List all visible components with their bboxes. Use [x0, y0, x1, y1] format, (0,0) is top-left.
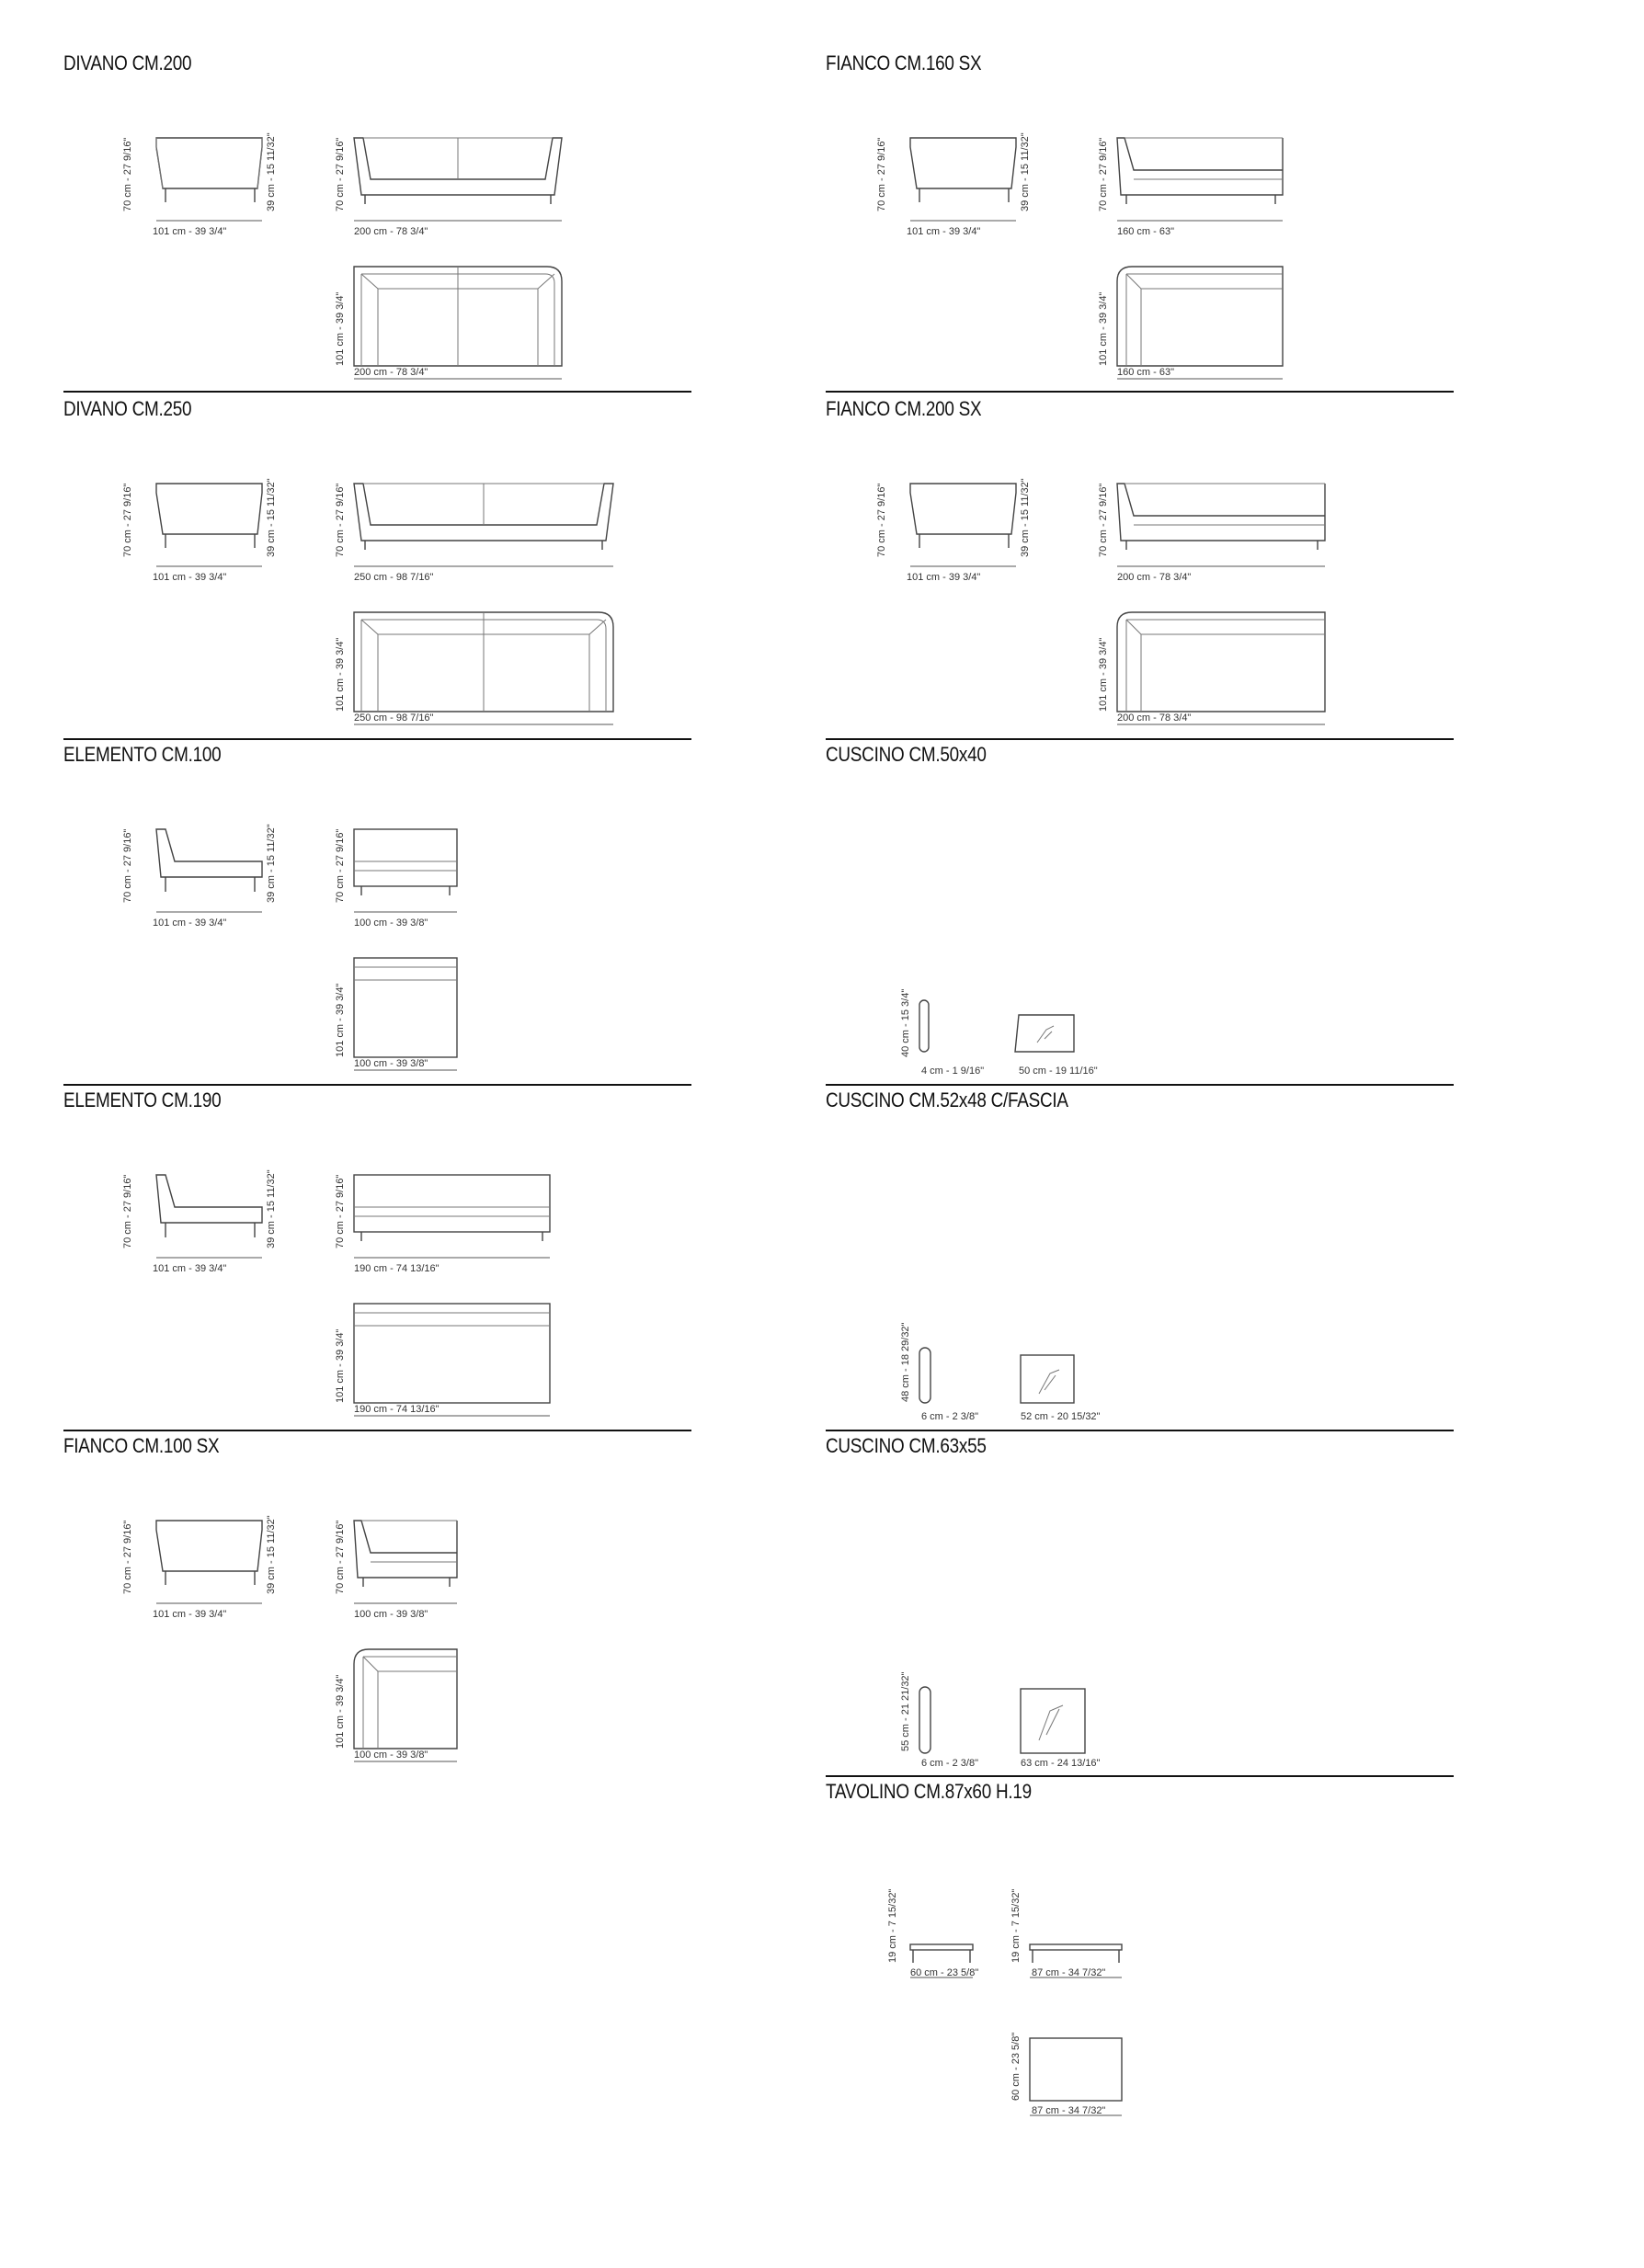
dim-height: 70 cm - 27 9/16"	[1098, 137, 1109, 211]
dim-height: 19 cm - 7 15/32"	[887, 1888, 898, 1963]
section-divider	[63, 1084, 691, 1086]
sofa-drawing-elemento-190	[120, 1166, 579, 1432]
dim-side: 60 cm - 23 5/8"	[910, 1967, 979, 1978]
sofa-drawing-elemento-100	[120, 820, 506, 1087]
table-drawing-tavolino	[883, 1889, 1159, 2128]
side-view	[122, 132, 277, 237]
dim-height: 70 cm - 27 9/16"	[876, 483, 887, 557]
dim-depth: 101 cm - 39 3/4"	[335, 1328, 346, 1403]
dim-plan: 100 cm - 39 3/8"	[354, 1058, 428, 1069]
dim-thickness: 4 cm - 1 9/16"	[921, 1066, 985, 1077]
plan-view	[1098, 612, 1325, 724]
dim-seat: 39 cm - 15 11/32"	[1020, 132, 1031, 211]
dim-seat: 39 cm - 15 11/32"	[266, 824, 277, 903]
dim-seat: 39 cm - 15 11/32"	[266, 132, 277, 211]
section-divider	[826, 738, 1454, 740]
plan-view	[1010, 2033, 1122, 2116]
dim-front: 190 cm - 74 13/16"	[354, 1263, 440, 1274]
dim-height: 70 cm - 27 9/16"	[122, 137, 133, 211]
dim-front: 250 cm - 98 7/16"	[354, 572, 434, 583]
cushion-side	[919, 1687, 930, 1753]
section-title: FIANCO CM.100 SX	[63, 1434, 220, 1457]
dim-front: 200 cm - 78 3/4"	[354, 226, 428, 237]
plan-view	[1098, 267, 1283, 379]
sofa-drawing-fianco-100	[120, 1511, 506, 1778]
dim-side: 101 cm - 39 3/4"	[153, 1609, 227, 1620]
dim-plan: 87 cm - 34 7/32"	[1032, 2105, 1106, 2116]
cushion-drawing-63x55	[883, 1650, 1159, 1774]
dim-thickness: 6 cm - 2 3/8"	[921, 1411, 978, 1422]
sofa-drawing-fianco-200	[873, 474, 1352, 741]
dim-side: 101 cm - 39 3/4"	[153, 917, 227, 929]
section-divider	[63, 738, 691, 740]
section-title: ELEMENTO CM.100	[63, 743, 222, 766]
dim-front: 100 cm - 39 3/8"	[354, 917, 428, 929]
dim-seat: 39 cm - 15 11/32"	[1020, 478, 1031, 557]
dim-front: 160 cm - 63"	[1117, 226, 1174, 237]
side-view	[876, 132, 1031, 237]
dim-depth: 101 cm - 39 3/4"	[1098, 291, 1109, 366]
dim-height: 48 cm - 18 29/32"	[900, 1322, 911, 1402]
front-view	[1098, 484, 1325, 583]
section-divider	[63, 1430, 691, 1431]
dim-height: 70 cm - 27 9/16"	[335, 1174, 346, 1248]
dim-height: 70 cm - 27 9/16"	[122, 828, 133, 903]
dim-plan: 200 cm - 78 3/4"	[1117, 712, 1192, 724]
dim-height: 19 cm - 7 15/32"	[1010, 1888, 1022, 1963]
dim-height: 70 cm - 27 9/16"	[335, 137, 346, 211]
section-title: CUSCINO CM.50x40	[826, 743, 987, 766]
front-view	[1010, 1889, 1122, 1978]
cushion-front	[1015, 1015, 1074, 1052]
dim-front: 100 cm - 39 3/8"	[354, 1609, 428, 1620]
cushion-side	[919, 1000, 929, 1052]
dim-height: 70 cm - 27 9/16"	[335, 1520, 346, 1594]
dim-plan: 100 cm - 39 3/8"	[354, 1749, 428, 1761]
section-title: ELEMENTO CM.190	[63, 1088, 222, 1111]
dim-plan: 200 cm - 78 3/4"	[354, 367, 428, 378]
dim-height: 70 cm - 27 9/16"	[335, 483, 346, 557]
dim-depth: 101 cm - 39 3/4"	[335, 291, 346, 366]
side-view	[122, 1515, 277, 1620]
dim-side: 101 cm - 39 3/4"	[153, 572, 227, 583]
cushion-drawing-52x48	[883, 1315, 1159, 1425]
dim-seat: 39 cm - 15 11/32"	[266, 1169, 277, 1248]
sofa-drawing-divano-200	[120, 129, 598, 395]
front-view	[335, 829, 457, 929]
dim-seat: 39 cm - 15 11/32"	[266, 478, 277, 557]
dim-height: 70 cm - 27 9/16"	[876, 137, 887, 211]
dim-depth: 60 cm - 23 5/8"	[1010, 2032, 1022, 2101]
section-divider	[826, 1084, 1454, 1086]
dim-side: 101 cm - 39 3/4"	[907, 572, 981, 583]
dim-height: 70 cm - 27 9/16"	[122, 1520, 133, 1594]
dim-side: 101 cm - 39 3/4"	[907, 226, 981, 237]
front-view	[335, 1175, 550, 1274]
dim-plan: 160 cm - 63"	[1117, 367, 1174, 378]
front-view	[335, 1521, 457, 1620]
section-divider	[826, 1430, 1454, 1431]
plan-view	[335, 1304, 550, 1416]
side-view	[122, 824, 277, 929]
plan-view	[335, 267, 562, 379]
plan-view	[335, 1649, 457, 1761]
dim-depth: 101 cm - 39 3/4"	[335, 637, 346, 712]
front-view	[335, 138, 562, 237]
dim-width: 50 cm - 19 11/16"	[1019, 1066, 1098, 1077]
front-view	[335, 484, 613, 583]
dim-front: 200 cm - 78 3/4"	[1117, 572, 1192, 583]
dim-height: 40 cm - 15 3/4"	[900, 988, 911, 1057]
section-title: CUSCINO CM.52x48 C/FASCIA	[826, 1088, 1068, 1111]
side-view	[122, 1169, 277, 1274]
dim-side: 101 cm - 39 3/4"	[153, 1263, 227, 1274]
section-title: CUSCINO CM.63x55	[826, 1434, 987, 1457]
section-divider	[63, 391, 691, 393]
dim-front: 87 cm - 34 7/32"	[1032, 1967, 1106, 1978]
cushion-drawing-50x40	[883, 974, 1159, 1085]
front-view	[1098, 138, 1283, 237]
dim-plan: 190 cm - 74 13/16"	[354, 1404, 440, 1415]
section-title: TAVOLINO CM.87x60 H.19	[826, 1780, 1032, 1803]
dim-width: 52 cm - 20 15/32"	[1021, 1411, 1101, 1422]
section-title: DIVANO CM.200	[63, 51, 192, 74]
dim-height: 70 cm - 27 9/16"	[1098, 483, 1109, 557]
dim-width: 63 cm - 24 13/16"	[1021, 1758, 1101, 1769]
dim-depth: 101 cm - 39 3/4"	[335, 983, 346, 1057]
section-title: DIVANO CM.250	[63, 397, 192, 420]
dim-side: 101 cm - 39 3/4"	[153, 226, 227, 237]
dim-plan: 250 cm - 98 7/16"	[354, 712, 434, 724]
side-view	[887, 1889, 978, 1978]
sofa-drawing-divano-250	[120, 474, 634, 741]
side-view	[876, 478, 1031, 583]
cushion-side	[919, 1348, 930, 1403]
section-title: FIANCO CM.160 SX	[826, 51, 982, 74]
plan-view	[335, 612, 613, 724]
dim-thickness: 6 cm - 2 3/8"	[921, 1758, 978, 1769]
dim-height: 70 cm - 27 9/16"	[122, 1174, 133, 1248]
dim-height: 70 cm - 27 9/16"	[335, 828, 346, 903]
section-title: FIANCO CM.200 SX	[826, 397, 982, 420]
plan-view	[335, 958, 457, 1070]
dim-depth: 101 cm - 39 3/4"	[1098, 637, 1109, 712]
section-divider	[826, 1775, 1454, 1777]
dim-height: 70 cm - 27 9/16"	[122, 483, 133, 557]
dim-depth: 101 cm - 39 3/4"	[335, 1674, 346, 1749]
sofa-drawing-fianco-160	[873, 129, 1333, 395]
dim-seat: 39 cm - 15 11/32"	[266, 1515, 277, 1594]
dim-height: 55 cm - 21 21/32"	[900, 1671, 911, 1751]
section-divider	[826, 391, 1454, 393]
side-view	[122, 478, 277, 583]
